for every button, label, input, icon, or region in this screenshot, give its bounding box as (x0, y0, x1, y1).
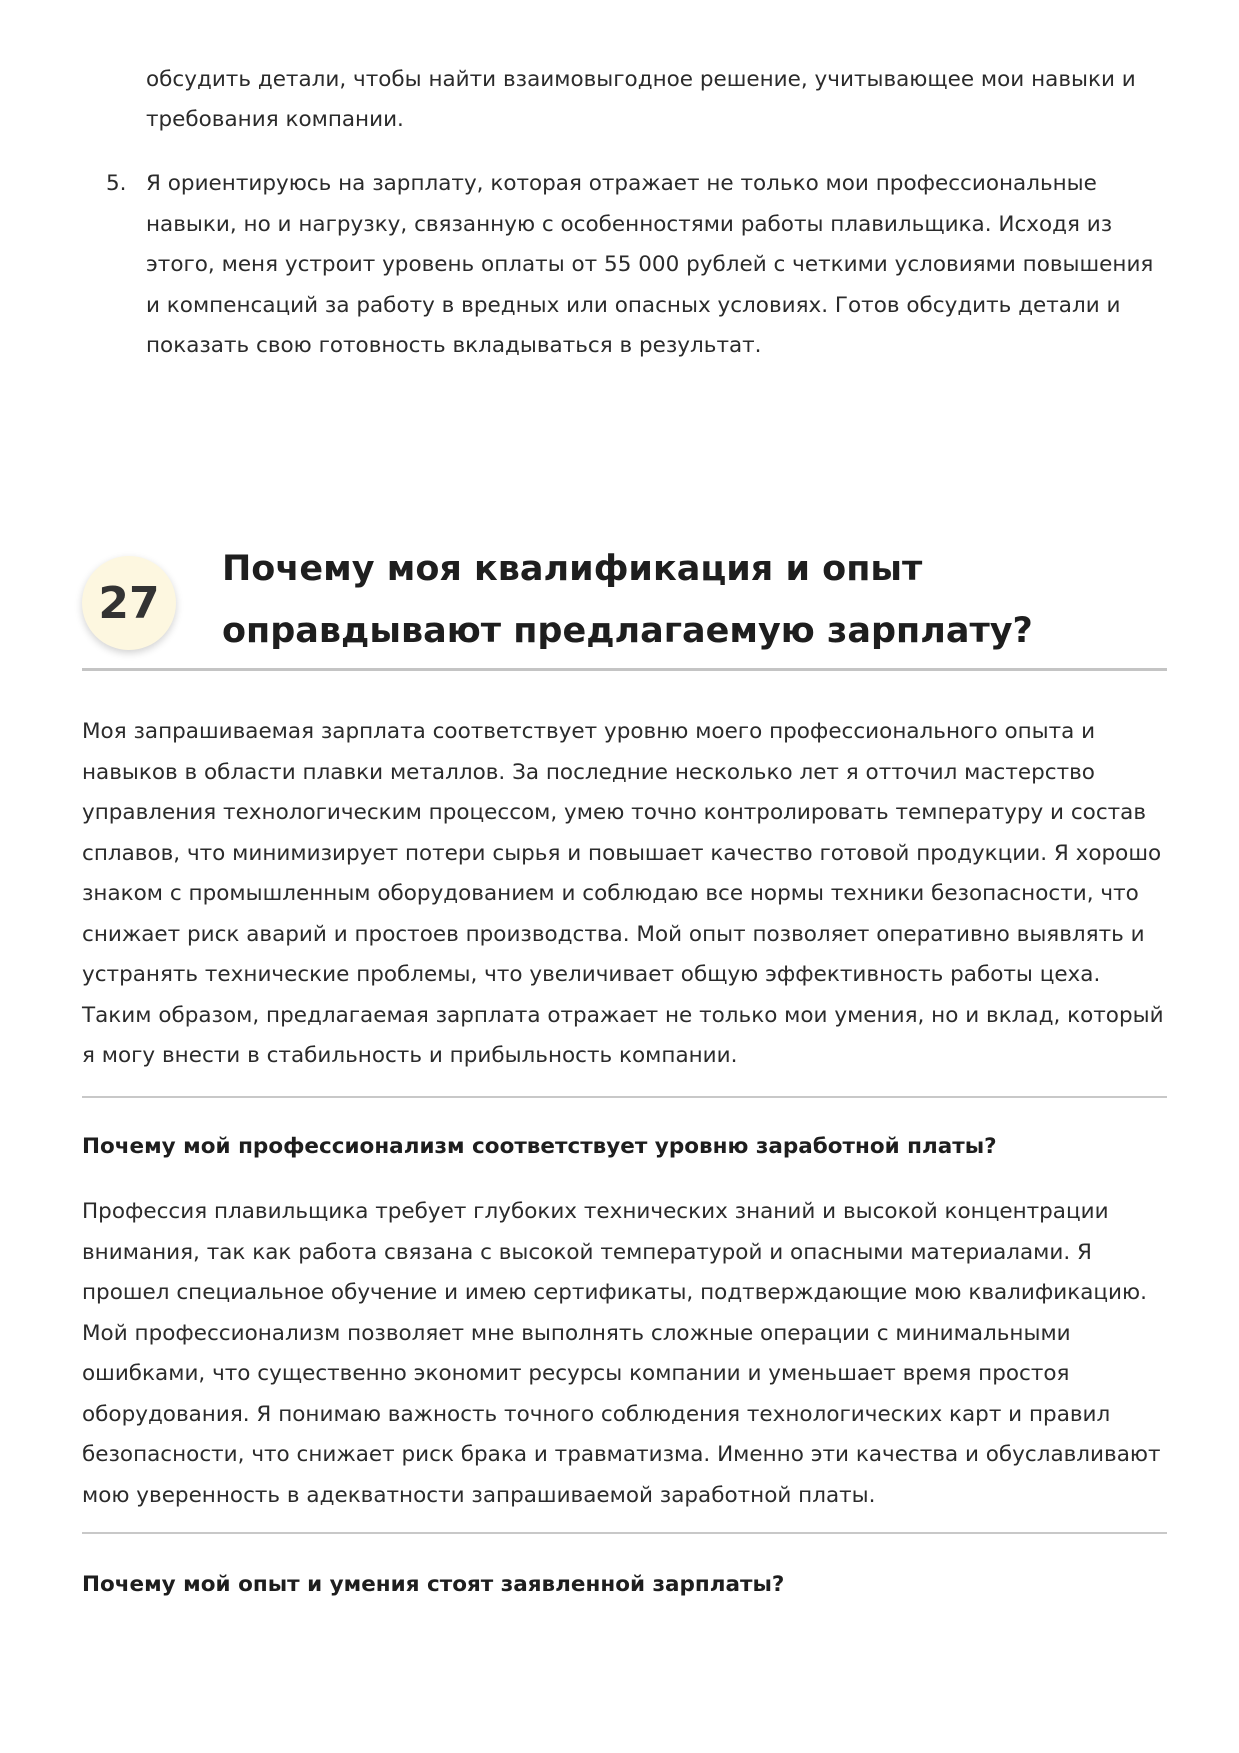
list-item-5 (106, 164, 1166, 367)
section-divider (82, 1096, 1167, 1098)
question-title: Почему моя квалификация и опыт оправдывают предлагаемую зарплату? (222, 549, 1033, 651)
sub-question-title: Почему мой опыт и умения стоят заявленной зарплаты? (82, 1572, 785, 1597)
sub-question-title: Почему мой профессионализм соответствует уровню заработной платы? (82, 1134, 997, 1159)
section-divider (82, 1532, 1167, 1534)
sub-question-answer: Профессия плавильщика требует глубоких технических знаний и высокой концентрации внимания, так как работа связана с высокой температурой и опасными материалами. Я прошел специальное обучение и имею сертификаты, подтверждающие мою квалификацию. Мой профессионализм позволяет мне выполнять сложные операции с минимальными ошибками, что существенно экономит ресурсы компании и уменьшает время простоя оборудования. Я понимаю важность точного соблюдения технологических карт и правил безопасности, что снижает риск брака и травматизма. Именно эти качества и обуславливают мою уверенность в адекватности запрашиваемой заработной платы. (82, 1199, 1161, 1508)
question-number-badge: 27 (82, 556, 176, 650)
continued-paragraph: обсудить детали, чтобы найти взаимовыгодное решение, учитывающее мои навыки и требования компании. (146, 67, 1136, 132)
list-item-number: 5. (106, 171, 127, 196)
list-item-text: Я ориентируюсь на зарплату, которая отражает не только мои профессиональные навыки, но и нагрузку, связанную с особенностями работы плавильщика. Исходя из этого, меня устроит уровень оплаты от 55 000 рублей с четкими условиями повышения и компенсаций за работу в вредных или опасных условиях. Готов обсудить детали и показать свою готовность вкладываться в результат. (146, 171, 1154, 358)
question-header (82, 548, 1167, 671)
question-answer: Моя запрашиваемая зарплата соответствует уровню моего профессионального опыта и навыков в области плавки металлов. За последние несколько лет я отточил мастерство управления технологическим процессом, умею точно контролировать температуру и состав сплавов, что минимизирует потери сырья и повышает качество готовой продукции. Я хорошо знаком с промышленным оборудованием и соблюдаю все нормы техники безопасности, что снижает риск аварий и простоев производства. Мой опыт позволяет оперативно выявлять и устранять технические проблемы, что увеличивает общую эффективность работы цеха. Таким образом, предлагаемая зарплата отражает не только мои умения, но и вклад, который я могу внести в стабильность и прибыльность компании. (82, 719, 1164, 1068)
